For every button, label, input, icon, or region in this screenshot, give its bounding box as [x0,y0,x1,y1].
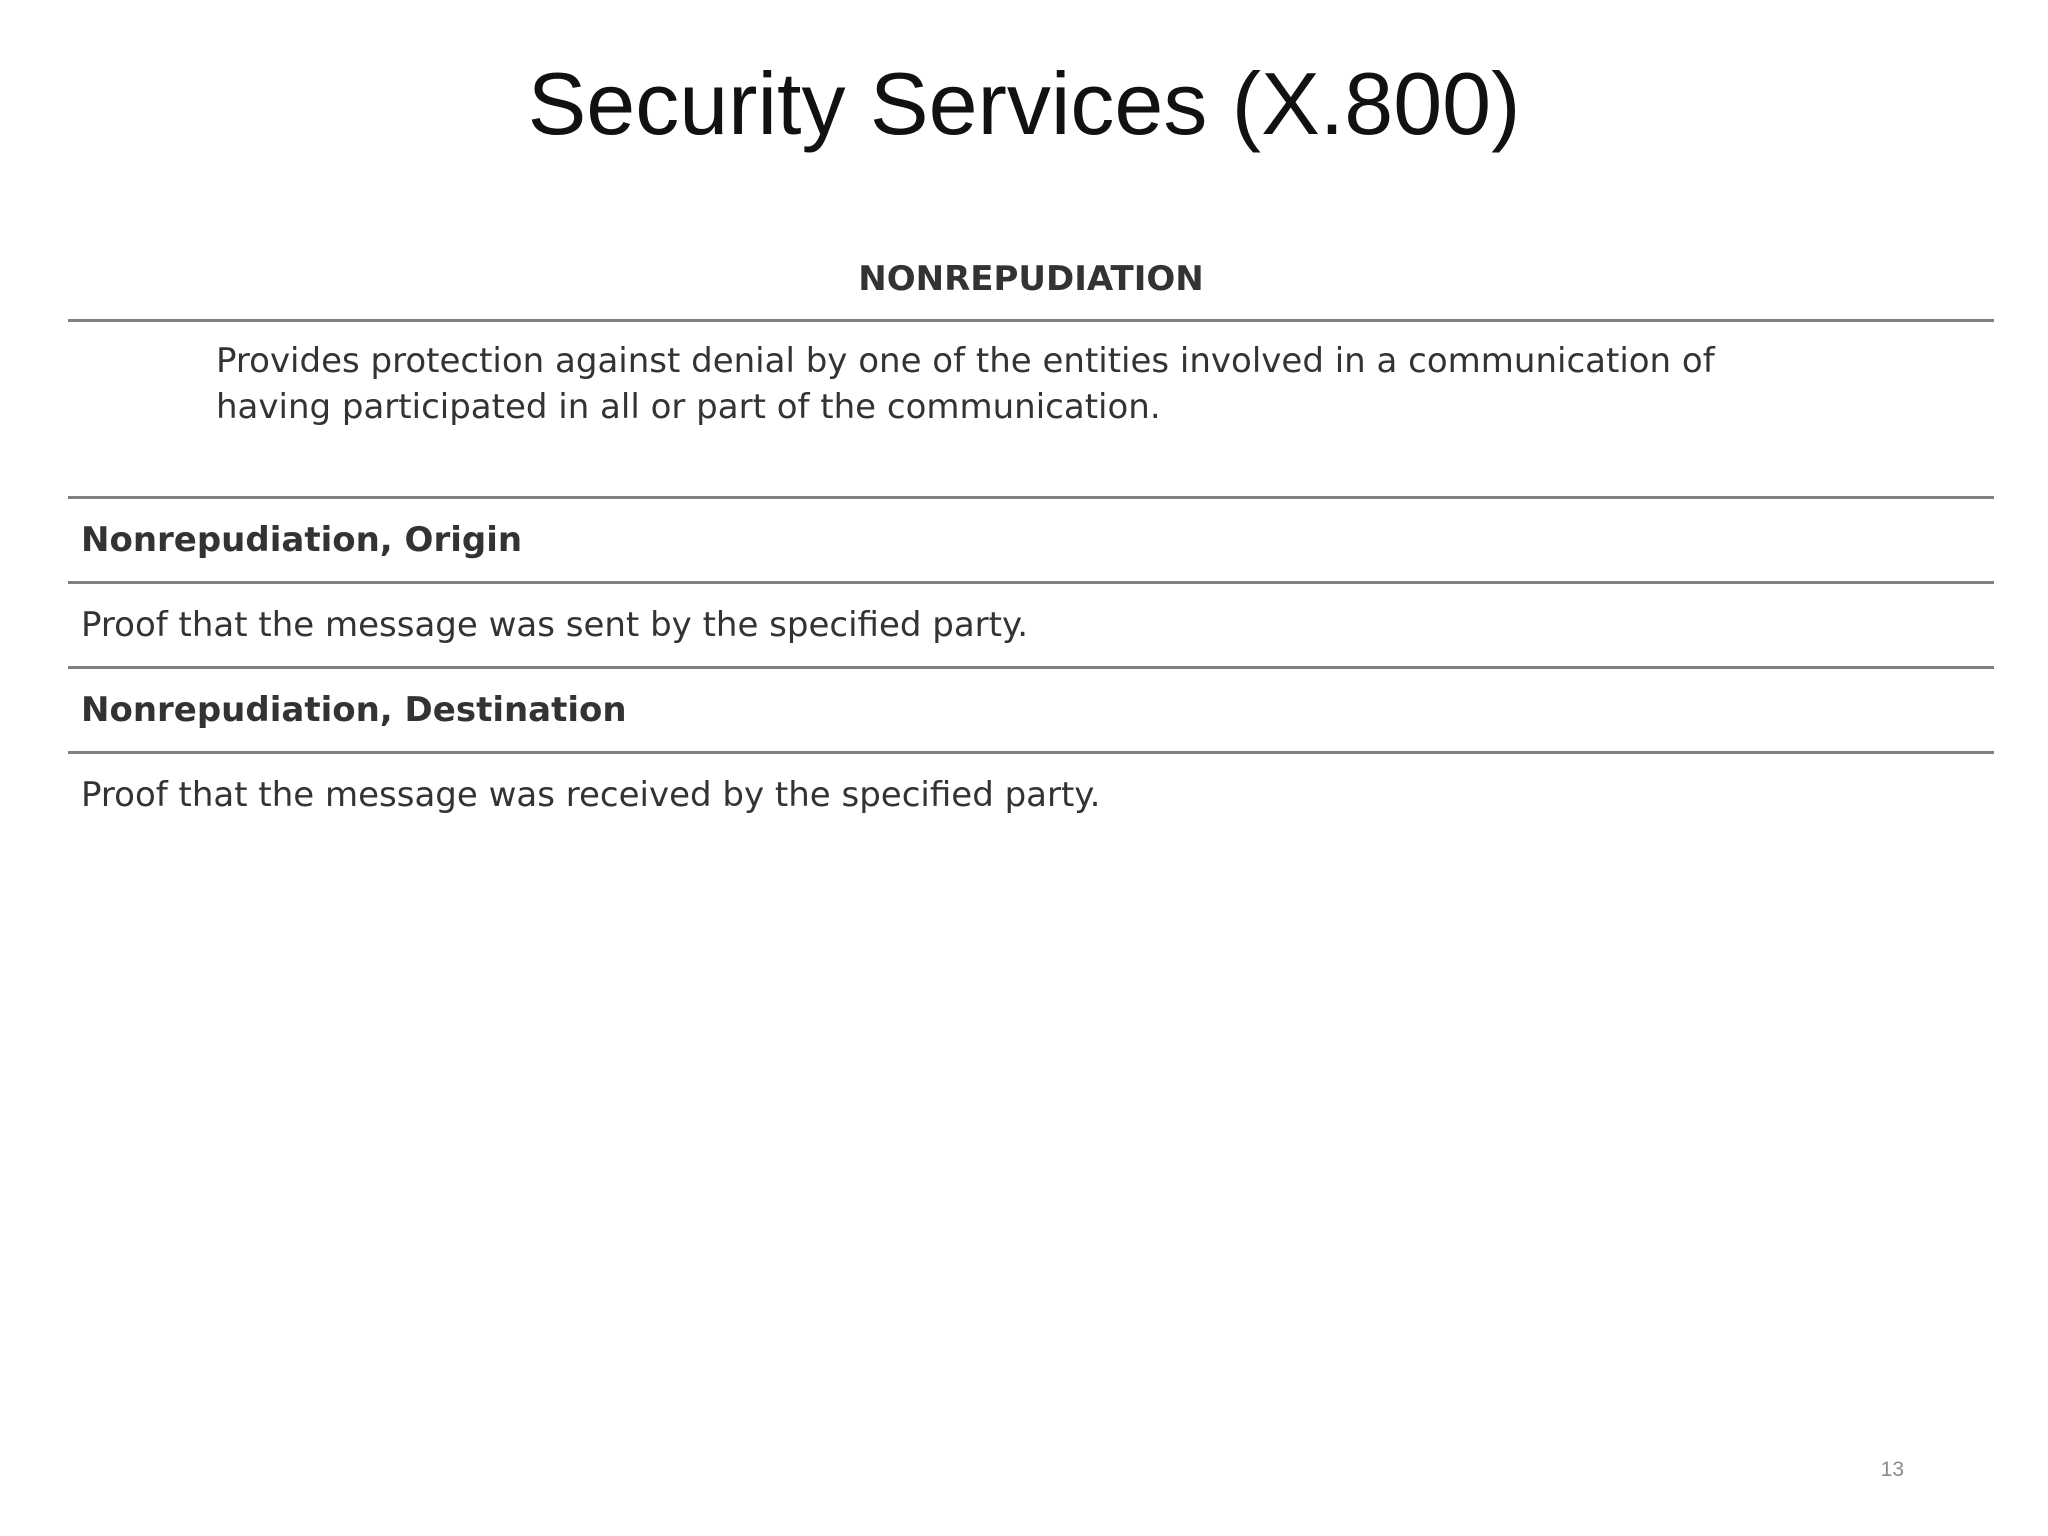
service-label-origin: Nonrepudiation, Origin [81,520,523,560]
service-definition-destination: Proof that the message was received by the specified party. [81,775,1101,815]
service-label-destination: Nonrepudiation, Destination [81,690,627,730]
description-line-2: having participated in all or part of the communication. [216,387,1161,427]
section-heading: NONREPUDIATION [858,259,1204,299]
slide-title: Security Services (X.800) [527,54,1521,153]
services-table [68,255,1994,836]
service-definition-origin: Proof that the message was sent by the specified party. [81,605,1029,645]
description-line-1: Provides protection against denial by one of the entities involved in a communication of [216,341,1715,381]
section-description [68,322,1994,496]
page-number: 13 [1880,1458,1904,1481]
